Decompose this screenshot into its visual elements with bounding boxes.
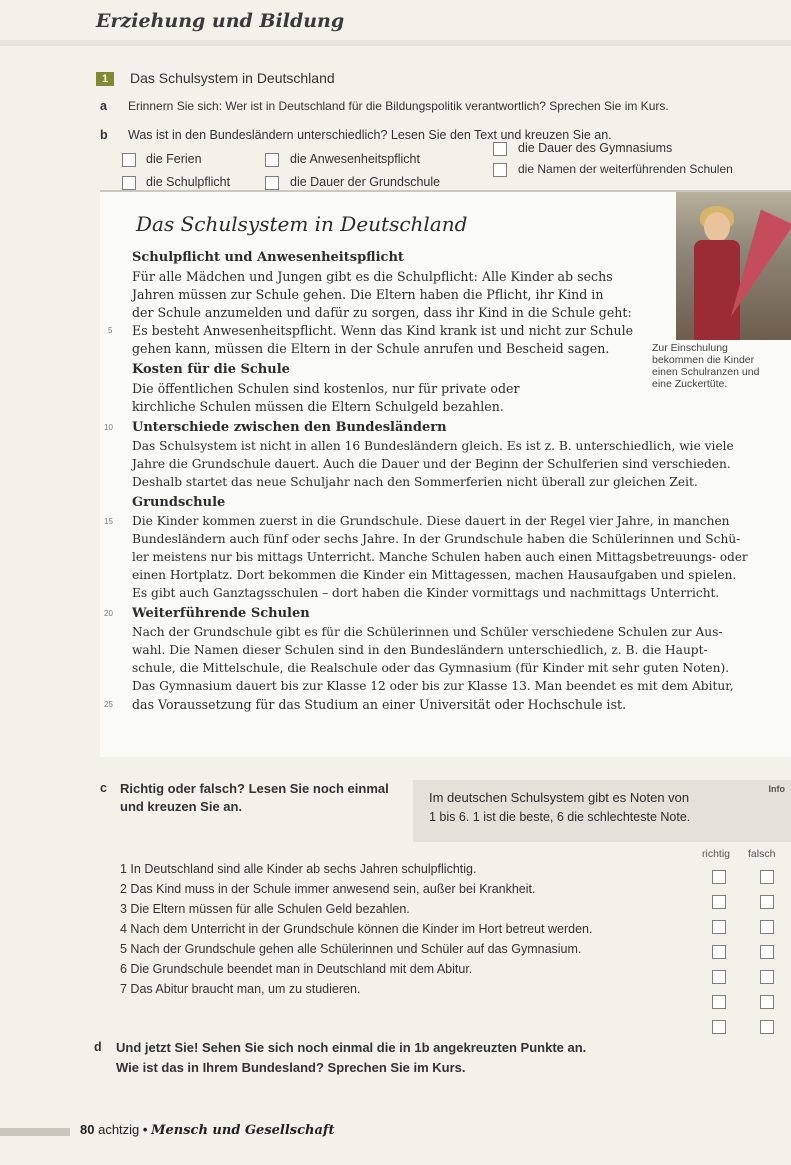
falsch-checkbox[interactable] bbox=[760, 870, 774, 884]
reading-text-box bbox=[100, 190, 791, 757]
info-box: Info Im deutschen Schulsystem gibt es Noten von 1 bis 6. 1 ist die beste, 6 die schlechteste Note. bbox=[413, 780, 791, 842]
statement: 7 Das Abitur braucht man, um zu studieren. bbox=[120, 982, 361, 996]
richtig-checkbox[interactable] bbox=[712, 945, 726, 959]
line-number: 15 bbox=[104, 517, 113, 526]
option-label: die Schulpflicht bbox=[146, 175, 231, 189]
section-heading: Weiterführende Schulen bbox=[132, 606, 310, 621]
title-divider bbox=[0, 40, 791, 46]
info-tag: Info bbox=[768, 784, 785, 794]
exercise-title: Das Schulsystem in Deutschland bbox=[130, 70, 335, 86]
text-line: Nach der Grundschule gibt es für die Schülerinnen und Schüler verschiedene Schulen zur Aus- bbox=[132, 625, 723, 639]
text-line: wahl. Die Namen dieser Schulen sind in den Bundesländern unterschiedlich, z. B. die Haupt- bbox=[132, 643, 708, 657]
statement: 6 Die Grundschule beendet man in Deutschland mit dem Abitur. bbox=[120, 962, 473, 976]
richtig-checkbox[interactable] bbox=[712, 870, 726, 884]
chapter-title: Erziehung und Bildung bbox=[96, 10, 345, 32]
option-label: die Dauer der Grundschule bbox=[290, 175, 441, 189]
statement: 2 Das Kind muss in der Schule immer anwesend sein, außer bei Krankheit. bbox=[120, 882, 536, 896]
text-line: kirchliche Schulen müssen die Eltern Schulgeld bezahlen. bbox=[132, 399, 504, 414]
page-number-word: achtzig bbox=[98, 1122, 140, 1137]
text-line: das Voraussetzung für das Studium an einer Universität oder Hochschule ist. bbox=[132, 697, 627, 712]
option-checkbox[interactable] bbox=[265, 153, 279, 167]
line-number: 25 bbox=[104, 700, 113, 709]
statement: 1 In Deutschland sind alle Kinder ab sechs Jahren schulpflichtig. bbox=[120, 862, 477, 876]
falsch-checkbox[interactable] bbox=[760, 920, 774, 934]
richtig-checkbox[interactable] bbox=[712, 995, 726, 1009]
task-d-letter: d bbox=[94, 1040, 102, 1054]
page-footer bbox=[80, 1122, 335, 1138]
text-line: Jahren müssen zur Schule gehen. Die Eltern haben die Pflicht, ihr Kind in bbox=[132, 287, 604, 302]
reading-title: Das Schulsystem in Deutschland bbox=[136, 212, 468, 236]
falsch-checkbox[interactable] bbox=[760, 970, 774, 984]
falsch-checkbox[interactable] bbox=[760, 1020, 774, 1034]
text-line: der Schule anzumelden und dafür zu sorgen, dass ihr Kind in die Schule geht: bbox=[132, 305, 632, 320]
text-line: Es gibt auch Ganztagsschulen – dort haben die Kinder vormittags und nachmittags Unterricht. bbox=[132, 586, 720, 600]
column-falsch: falsch bbox=[748, 848, 776, 860]
task-c-letter: c bbox=[100, 781, 107, 795]
text-line: schule, die Mittelschule, die Realschule oder das Gymnasium (für Kinder mit sehr guten Noten). bbox=[132, 661, 730, 675]
option-label: die Ferien bbox=[146, 152, 202, 166]
statement: 5 Nach der Grundschule gehen alle Schülerinnen und Schüler auf das Gymnasium. bbox=[120, 942, 582, 956]
task-b-text: Was ist in den Bundesländern unterschiedlich? Lesen Sie den Text und kreuzen Sie an. bbox=[128, 128, 612, 142]
school-enrollment-photo bbox=[676, 192, 791, 340]
task-d-text: Und jetzt Sie! Sehen Sie sich noch einmal die in 1b angekreuzten Punkte an. bbox=[116, 1040, 587, 1055]
book-section: Mensch und Gesellschaft bbox=[151, 1123, 335, 1138]
falsch-checkbox[interactable] bbox=[760, 995, 774, 1009]
text-line: Das Gymnasium dauert bis zur Klasse 12 oder bis zur Klasse 13. Man beendet es mit dem Abitur, bbox=[132, 679, 734, 693]
option-checkbox[interactable] bbox=[493, 142, 507, 156]
falsch-checkbox[interactable] bbox=[760, 895, 774, 909]
statement: 4 Nach dem Unterricht in der Grundschule können die Kinder im Hort betreut werden. bbox=[120, 922, 593, 936]
task-c-instruction: Richtig oder falsch? Lesen Sie noch einmal bbox=[120, 781, 389, 796]
text-line: Es besteht Anwesenheitspflicht. Wenn das Kind krank ist und nicht zur Schule bbox=[132, 323, 634, 338]
richtig-checkbox[interactable] bbox=[712, 920, 726, 934]
richtig-checkbox[interactable] bbox=[712, 970, 726, 984]
page-number: 80 bbox=[80, 1122, 95, 1137]
statement: 3 Die Eltern müssen für alle Schulen Geld bezahlen. bbox=[120, 902, 410, 916]
task-c-instruction: und kreuzen Sie an. bbox=[120, 799, 243, 814]
task-d-text: Wie ist das in Ihrem Bundesland? Sprechen Sie im Kurs. bbox=[116, 1060, 466, 1075]
option-checkbox[interactable] bbox=[122, 176, 136, 190]
text-line: ler meistens nur bis mittags Unterricht. Manche Schulen haben auch einen Mittagsbetreuungs- oder bbox=[132, 550, 748, 564]
text-line: Die öffentlichen Schulen sind kostenlos, nur für private oder bbox=[132, 381, 520, 396]
richtig-checkbox[interactable] bbox=[712, 1020, 726, 1034]
task-a-text: Erinnern Sie sich: Wer ist in Deutschland für die Bildungspolitik verantwortlich? Sprechen Sie im Kurs. bbox=[128, 99, 669, 113]
footer-separator: • bbox=[142, 1122, 148, 1137]
text-line: Bundesländern auch fünf oder sechs Jahre. In der Grundschule haben die Schülerinnen und Schü- bbox=[132, 532, 741, 546]
task-b-letter: b bbox=[100, 128, 108, 142]
section-heading: Kosten für die Schule bbox=[132, 362, 290, 377]
task-a-letter: a bbox=[100, 99, 107, 113]
text-line: Das Schulsystem ist nicht in allen 16 Bundesländern gleich. Es ist z. B. unterschiedlich, wie viele bbox=[132, 439, 734, 453]
text-line: Für alle Mädchen und Jungen gibt es die Schulpflicht: Alle Kinder ab sechs bbox=[132, 269, 613, 284]
text-line: Die Kinder kommen zuerst in die Grundschule. Diese dauert in der Regel vier Jahre, in manchen bbox=[132, 514, 730, 528]
richtig-checkbox[interactable] bbox=[712, 895, 726, 909]
text-line: Jahre die Grundschule dauert. Auch die Dauer und der Beginn der Schulferien sind verschieden. bbox=[132, 457, 731, 471]
line-number: 5 bbox=[108, 326, 113, 335]
photo-caption: Zur Einschulung bekommen die Kinder einen Schulranzen und eine Zuckertüte. bbox=[652, 342, 760, 390]
text-line: Deshalb startet das neue Schuljahr nach den Sommerferien nicht überall zur gleichen Zeit. bbox=[132, 475, 698, 489]
column-richtig: richtig bbox=[702, 848, 731, 860]
option-label: die Anwesenheitspflicht bbox=[290, 152, 420, 166]
option-checkbox[interactable] bbox=[265, 176, 279, 190]
line-number: 10 bbox=[104, 423, 113, 432]
section-heading: Schulpflicht und Anwesenheitspflicht bbox=[132, 250, 404, 265]
exercise-number-badge: 1 bbox=[96, 72, 114, 86]
section-heading: Grundschule bbox=[132, 495, 226, 510]
line-number: 20 bbox=[104, 609, 113, 618]
option-checkbox[interactable] bbox=[493, 163, 507, 177]
option-label: die Namen der weiterführenden Schulen bbox=[518, 162, 733, 176]
footer-bar bbox=[0, 1128, 70, 1136]
option-label: die Dauer des Gymnasiums bbox=[518, 141, 673, 155]
falsch-checkbox[interactable] bbox=[760, 945, 774, 959]
option-checkbox[interactable] bbox=[122, 153, 136, 167]
text-line: einen Hortplatz. Dort bekommen die Kinder ein Mittagessen, machen Hausaufgaben und spielen. bbox=[132, 568, 737, 582]
section-heading: Unterschiede zwischen den Bundesländern bbox=[132, 420, 447, 435]
text-line: gehen kann, müssen die Eltern in der Schule anrufen und Bescheid sagen. bbox=[132, 341, 610, 356]
